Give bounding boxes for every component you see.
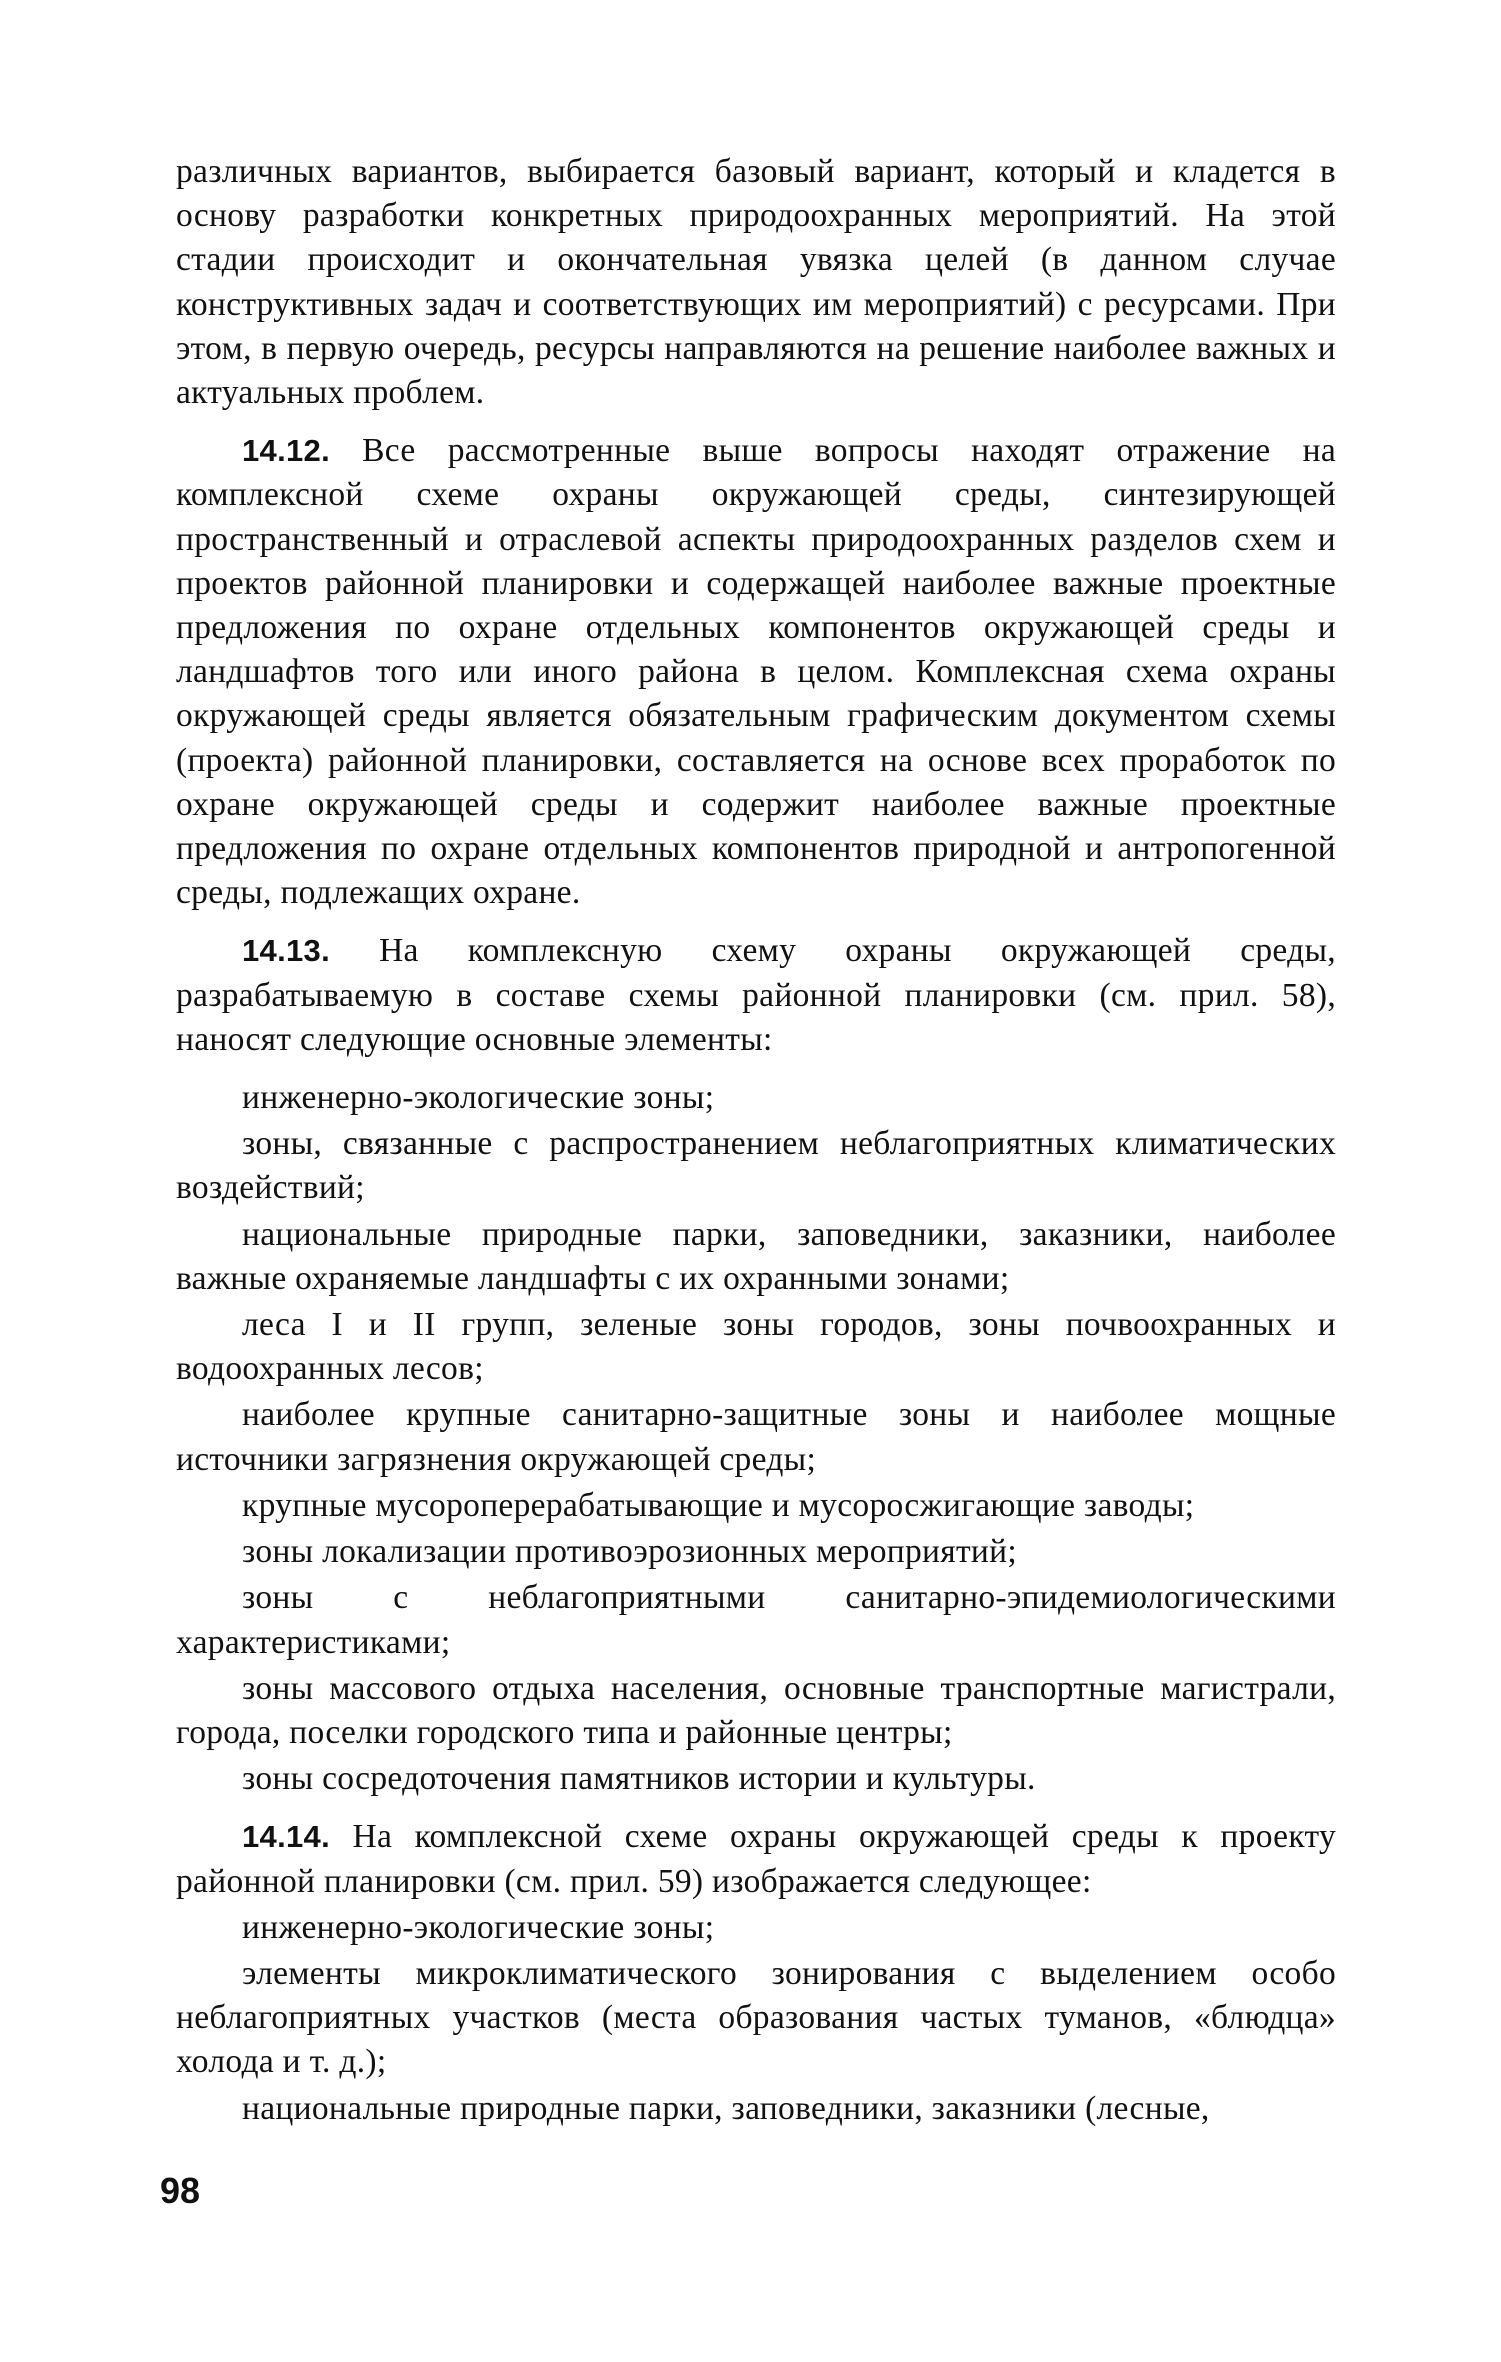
list-item: наиболее крупные санитарно-защитные зоны и наиболее мощные источники загрязнения окружающей среды; (176, 1396, 1336, 1478)
section-14-13 (176, 929, 1336, 1062)
list-item: крупные мусороперерабатывающие и мусоросжигающие заводы; (242, 1486, 1195, 1524)
section-14-14 (176, 1815, 1336, 1903)
section-14-12 (176, 429, 1336, 915)
list-item: леса I и II групп, зеленые зоны городов, зоны почвоохранных и водоохранных лесов; (176, 1306, 1336, 1388)
intro-paragraph: различных вариантов, выбирается базовый вариант, который и кладется в основу разработки конкретных природоохранных мероприятий. На этой стадии происходит и окончательная увязка целей (в данном случае конструктивных задач и соответствующих им мероприятий) с ресурсами. При этом, в первую очередь, ресурсы направляются на решение наиболее важных и актуальных проблем. (176, 153, 1336, 412)
list-item: зоны с неблагоприятными санитарно-эпидемиологическими характеристиками; (176, 1579, 1336, 1661)
section-text: Все рассмотренные выше вопросы находят отражение на комплексной схеме охраны окружающей среды, синтезирующей пространственный и отраслевой аспекты природоохранных разделов схем и проектов районной планировки и содержащей наиболее важные проектные предложения по охране отдельных компонентов окружающей среды и ландшафтов того или иного района в целом. Комплексная схема охраны окружающей среды является обязательным графическим документом схемы (проекта) районной планировки, составляется на основе всех проработок по охране окружающей среды и содержит наиболее важные проектные предложения по охране отдельных компонентов природной и антропогенной среды, подлежащих охране. (176, 432, 1336, 912)
page-number: 98 (160, 2170, 201, 2211)
section-text: На комплексную схему охраны окружающей среды, разрабатываемую в составе схемы районной планировки (см. прил. 58), наносят следующие основные элементы: (176, 932, 1336, 1058)
section-number: 14.12. (242, 433, 330, 469)
list-item: зоны массового отдыха населения, основные транспортные магистрали, города, поселки городского типа и районные центры; (176, 1669, 1336, 1751)
list-item: национальные природные парки, заповедники, заказники (лесные, (242, 2089, 1210, 2127)
list-item: зоны локализации противоэрозионных мероприятий; (242, 1533, 1017, 1571)
section-text: На комплексной схеме охраны окружающей среды к проекту районной планировки (см. прил. 59) изображается следующее: (176, 1818, 1336, 1900)
section-number: 14.13. (242, 933, 330, 969)
list-item: зоны, связанные с распространением неблагоприятных климатических воздействий; (176, 1125, 1336, 1207)
section-14-13-list (176, 1076, 1336, 1801)
list-item: национальные природные парки, заповедники, заказники, наиболее важные охраняемые ландшафты с их охранными зонами; (176, 1215, 1336, 1297)
list-item: зоны сосредоточения памятников истории и культуры. (242, 1760, 1036, 1798)
section-number: 14.14. (242, 1819, 330, 1855)
page-body (176, 150, 1336, 2133)
list-item: элементы микроклиматического зонирования с выделением особо неблагоприятных участков (места образования частых туманов, «блюдца» холода и т. д.); (176, 1954, 1336, 2081)
list-item: инженерно-экологические зоны; (242, 1079, 715, 1117)
list-item: инженерно-экологические зоны; (242, 1908, 715, 1946)
section-14-14-list (176, 1906, 1336, 2131)
